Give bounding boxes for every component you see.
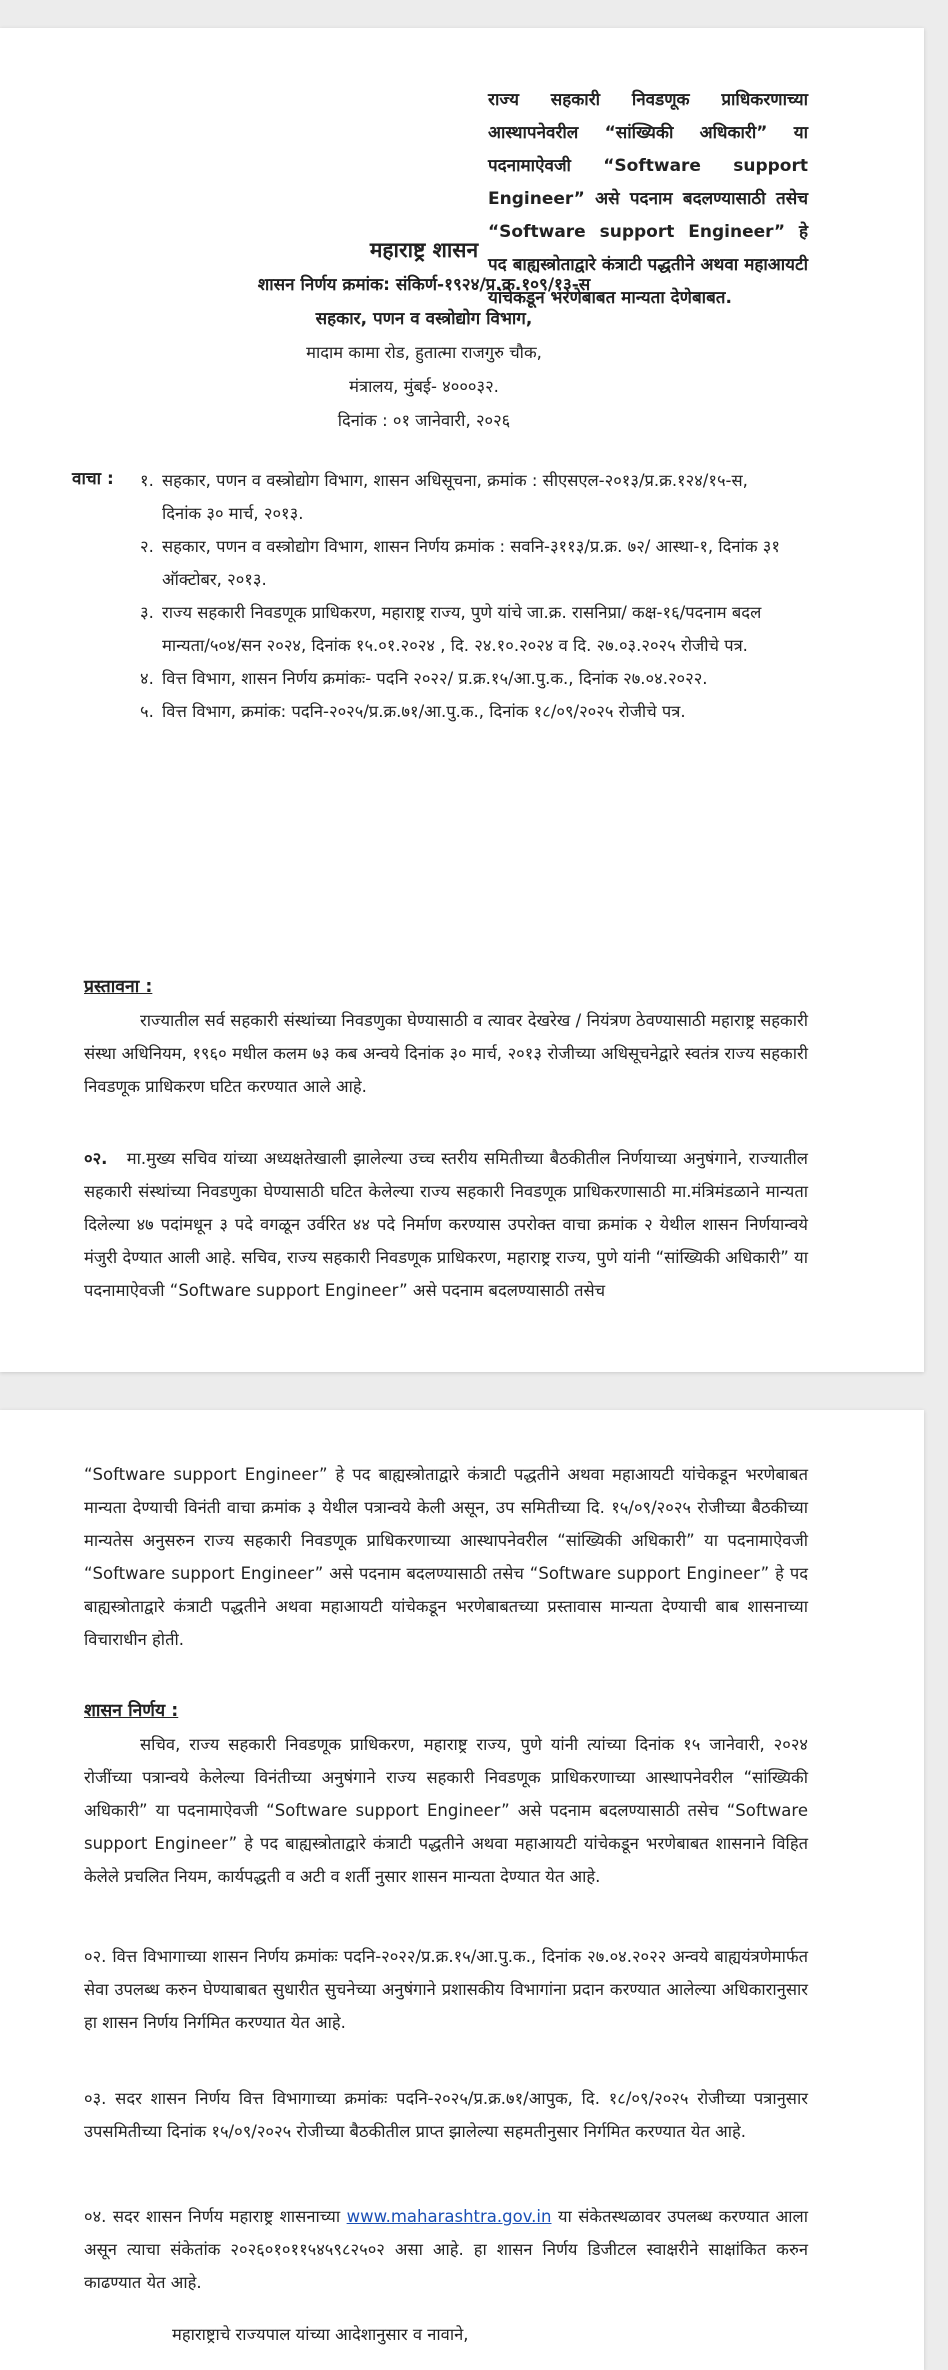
prastavana-paragraph-2: ०२. मा.मुख्य सचिव यांच्या अध्यक्षतेखाली झालेल्या उच्च स्तरीय समितीच्या बैठकीतील निर्णयाच्या अनुषंगाने, राज्यातील सहकारी संस्थांच्या निवडणुका घेण्यासाठी घटित केलेल्या राज्य सहकारी निवडणूक प्राधिकरणासाठी मा.मंत्रिमंडळाने मान्यता दिलेल्या ४७ पदांमधून ३ पदे वगळून उर्वरित ४४ पदे निर्माण करण्यास उपरोक्त वाचा क्रमांक २ येथील शासन निर्णयान्वये मंजुरी देण्यात आली आहे. सचिव, राज्य सहकारी निवडणूक प्राधिकरण, महाराष्ट्र राज्य, पुणे यांनी “सांख्यिकी अधिकारी” या पदनामाऐवजी “Software support Engineer” असे पदनाम बदलण्यासाठी तसेच: [84, 1149, 808, 1300]
reference-item: ३. राज्य सहकारी निवडणूक प्राधिकरण, महाराष्ट्र राज्य, पुणे यांचे जा.क्र. रासनिप्रा/ कक्ष-१६/पदनाम बदल मान्यता/५०४/सन २०२४, दिनांक १५.०१.२०२४ , दि. २४.१०.२०२४ व दि. २७.०३.२०२५ रोजीचे पत्र.: [140, 603, 762, 655]
reference-item: ४. वित्त विभाग, शासन निर्णय क्रमांकः- पदनि २०२२/ प्र.क्र.१५/आ.पु.क., दिनांक २७.०४.२०२२.: [140, 669, 708, 688]
prastavana-heading: प्रस्तावना :: [84, 977, 153, 997]
gr-number: शासन निर्णय क्रमांक: संकिर्ण-१९२४/प्र.क्र.१०९/१३-स: [257, 275, 591, 295]
document-page-1: [0, 28, 924, 1372]
nirnay-paragraph-1: सचिव, राज्य सहकारी निवडणूक प्राधिकरण, महाराष्ट्र राज्य, पुणे यांनी त्यांच्या दिनांक १५ जानेवारी, २०२४ रोजींच्या पत्रान्वये केलेल्या विनंतीच्या अनुषंगाने राज्य सहकारी निवडणूक प्राधिकरणाच्या आस्थापनेवरील “सांख्यिकी अधिकारी” या पदनामाऐवजी “Software support Engineer” असे पदनाम बदलण्यासाठी तसेच “Software support Engineer” हे पद बाह्यस्त्रोताद्वारे कंत्राटी पद्धतीने अथवा महाआयटी यांचेकडून भरणेबाबत शासनाने विहित केलेले प्रचलित नियम, कार्यपद्धती व अटी व शर्ती नुसार शासन मान्यता देण्यात येत आहे.: [84, 1735, 808, 1886]
nirnay-paragraph-2: ०२. वित्त विभागाच्या शासन निर्णय क्रमांकः पदनि-२०२२/प्र.क्र.१५/आ.पु.क., दिनांक २७.०४.२०२२ अन्वये बाह्ययंत्रणेमार्फत सेवा उपलब्ध करुन घेण्याबाबत सुधारीत सुचनेच्या अनुषंगाने प्रशासकीय विभागांना प्रदान करण्यात आलेल्या अधिकारानुसार हा शासन निर्णय निर्गमित करण्यात येत आहे.: [84, 1947, 808, 2032]
reference-item: २. सहकार, पणन व वस्त्रोद्योग विभाग, शासन निर्णय क्रमांक : सवनि-३११३/प्र.क्र. ७२/ आस्था-१, दिनांक ३१ ऑक्टोबर, २०१३.: [140, 537, 780, 589]
closing-line: महाराष्ट्राचे राज्यपाल यांच्या आदेशानुसार व नावाने,: [172, 2325, 469, 2344]
reference-list: [140, 464, 780, 728]
reference-item: ५. वित्त विभाग, क्रमांक: पदनि-२०२५/प्र.क्र.७१/आ.पु.क., दिनांक १८/०९/२०२५ रोजीचे पत्र.: [140, 702, 686, 721]
website-link[interactable]: www.maharashtra.gov.in: [346, 2207, 552, 2226]
subject: राज्य सहकारी निवडणूक प्राधिकरणाच्या आस्थापनेवरील “सांख्यिकी अधिकारी” या पदनामाऐवजी “Software support Engineer” असे पदनाम बदलण्यासाठी तसेच “Software support Engineer” हे पद बाह्यस्त्रोताद्वारे कंत्राटी पद्धतीने अथवा महाआयटी यांचेकडून भरणेबाबत मान्यता देणेबाबत.: [488, 90, 808, 308]
address-line-1: मादाम कामा रोड, हुतात्मा राजगुरु चौक,: [306, 343, 542, 362]
nirnay-heading: शासन निर्णय :: [84, 1701, 179, 1721]
prastavana-paragraph-1: राज्यातील सर्व सहकारी संस्थांच्या निवडणुका घेण्यासाठी व त्यावर देखरेख / नियंत्रण ठेवण्यासाठी महाराष्ट्र सहकारी संस्था अधिनियम, १९६० मधील कलम ७३ कब अन्वये दिनांक ३० मार्च, २०१३ रोजीच्या अधिसूचनेद्वारे स्वतंत्र राज्य सहकारी निवडणूक प्राधिकरण घटित करण्यात आले आहे.: [84, 1011, 808, 1096]
government-title: महाराष्ट्र शासन: [369, 238, 479, 262]
vacha-label: वाचा :: [72, 469, 114, 489]
nirnay-paragraph-4: ०४. सदर शासन निर्णय महाराष्ट्र शासनाच्या www.maharashtra.gov.in या संकेतस्थळावर उपलब्ध करण्यात आला असून त्याचा संकेतांक २०२६०१०११५४५९८२५०२ असा आहे. हा शासन निर्णय डिजीटल स्वाक्षरीने साक्षांकित करुन काढण्यात येत आहे.: [84, 2207, 809, 2292]
address-line-2: मंत्रालय, मुंबई- ४०००३२.: [349, 377, 499, 396]
gr-date: दिनांक : ०१ जानेवारी, २०२६: [337, 411, 511, 430]
prastavana-paragraph-2-continued: “Software support Engineer” हे पद बाह्यस्त्रोताद्वारे कंत्राटी पद्धतीने अथवा महाआयटी यांचेकडून भरणेबाबत मान्यता देण्याची विनंती वाचा क्रमांक ३ येथील पत्रान्वये केली असून, उप समितीच्या दि. १५/०९/२०२५ रोजीच्या बैठकीच्या मान्यतेस अनुसरुन राज्य सहकारी निवडणूक प्राधिकरणाच्या आस्थापनेवरील “सांख्यिकी अधिकारी” या पदनामाऐवजी “Software support Engineer” असे पदनाम बदलण्यासाठी तसेच “Software support Engineer” हे पद बाह्यस्त्रोताद्वारे कंत्राटी पद्धतीने अथवा महाआयटी यांचेकडून भरणेबाबतच्या प्रस्तावास मान्यता देण्याची बाब शासनाच्या विचाराधीन होती.: [84, 1465, 808, 1649]
department: सहकार, पणन व वस्त्रोद्योग विभाग,: [315, 309, 533, 329]
reference-item: १. सहकार, पणन व वस्त्रोद्योग विभाग, शासन अधिसूचना, क्रमांक : सीएसएल-२०१३/प्र.क्र.१२४/१५-स, दिनांक ३० मार्च, २०१३.: [140, 471, 748, 523]
document-page-2: [0, 1410, 924, 2370]
nirnay-paragraph-3: ०३. सदर शासन निर्णय वित्त विभागाच्या क्रमांकः पदनि-२०२५/प्र.क्र.७१/आपुक, दि. १८/०९/२०२५ रोजीच्या पत्रानुसार उपसमितीच्या दिनांक १५/०९/२०२५ रोजीच्या बैठकीतील प्राप्त झालेल्या सहमतीनुसार निर्गमित करण्यात येत आहे.: [84, 2089, 808, 2141]
